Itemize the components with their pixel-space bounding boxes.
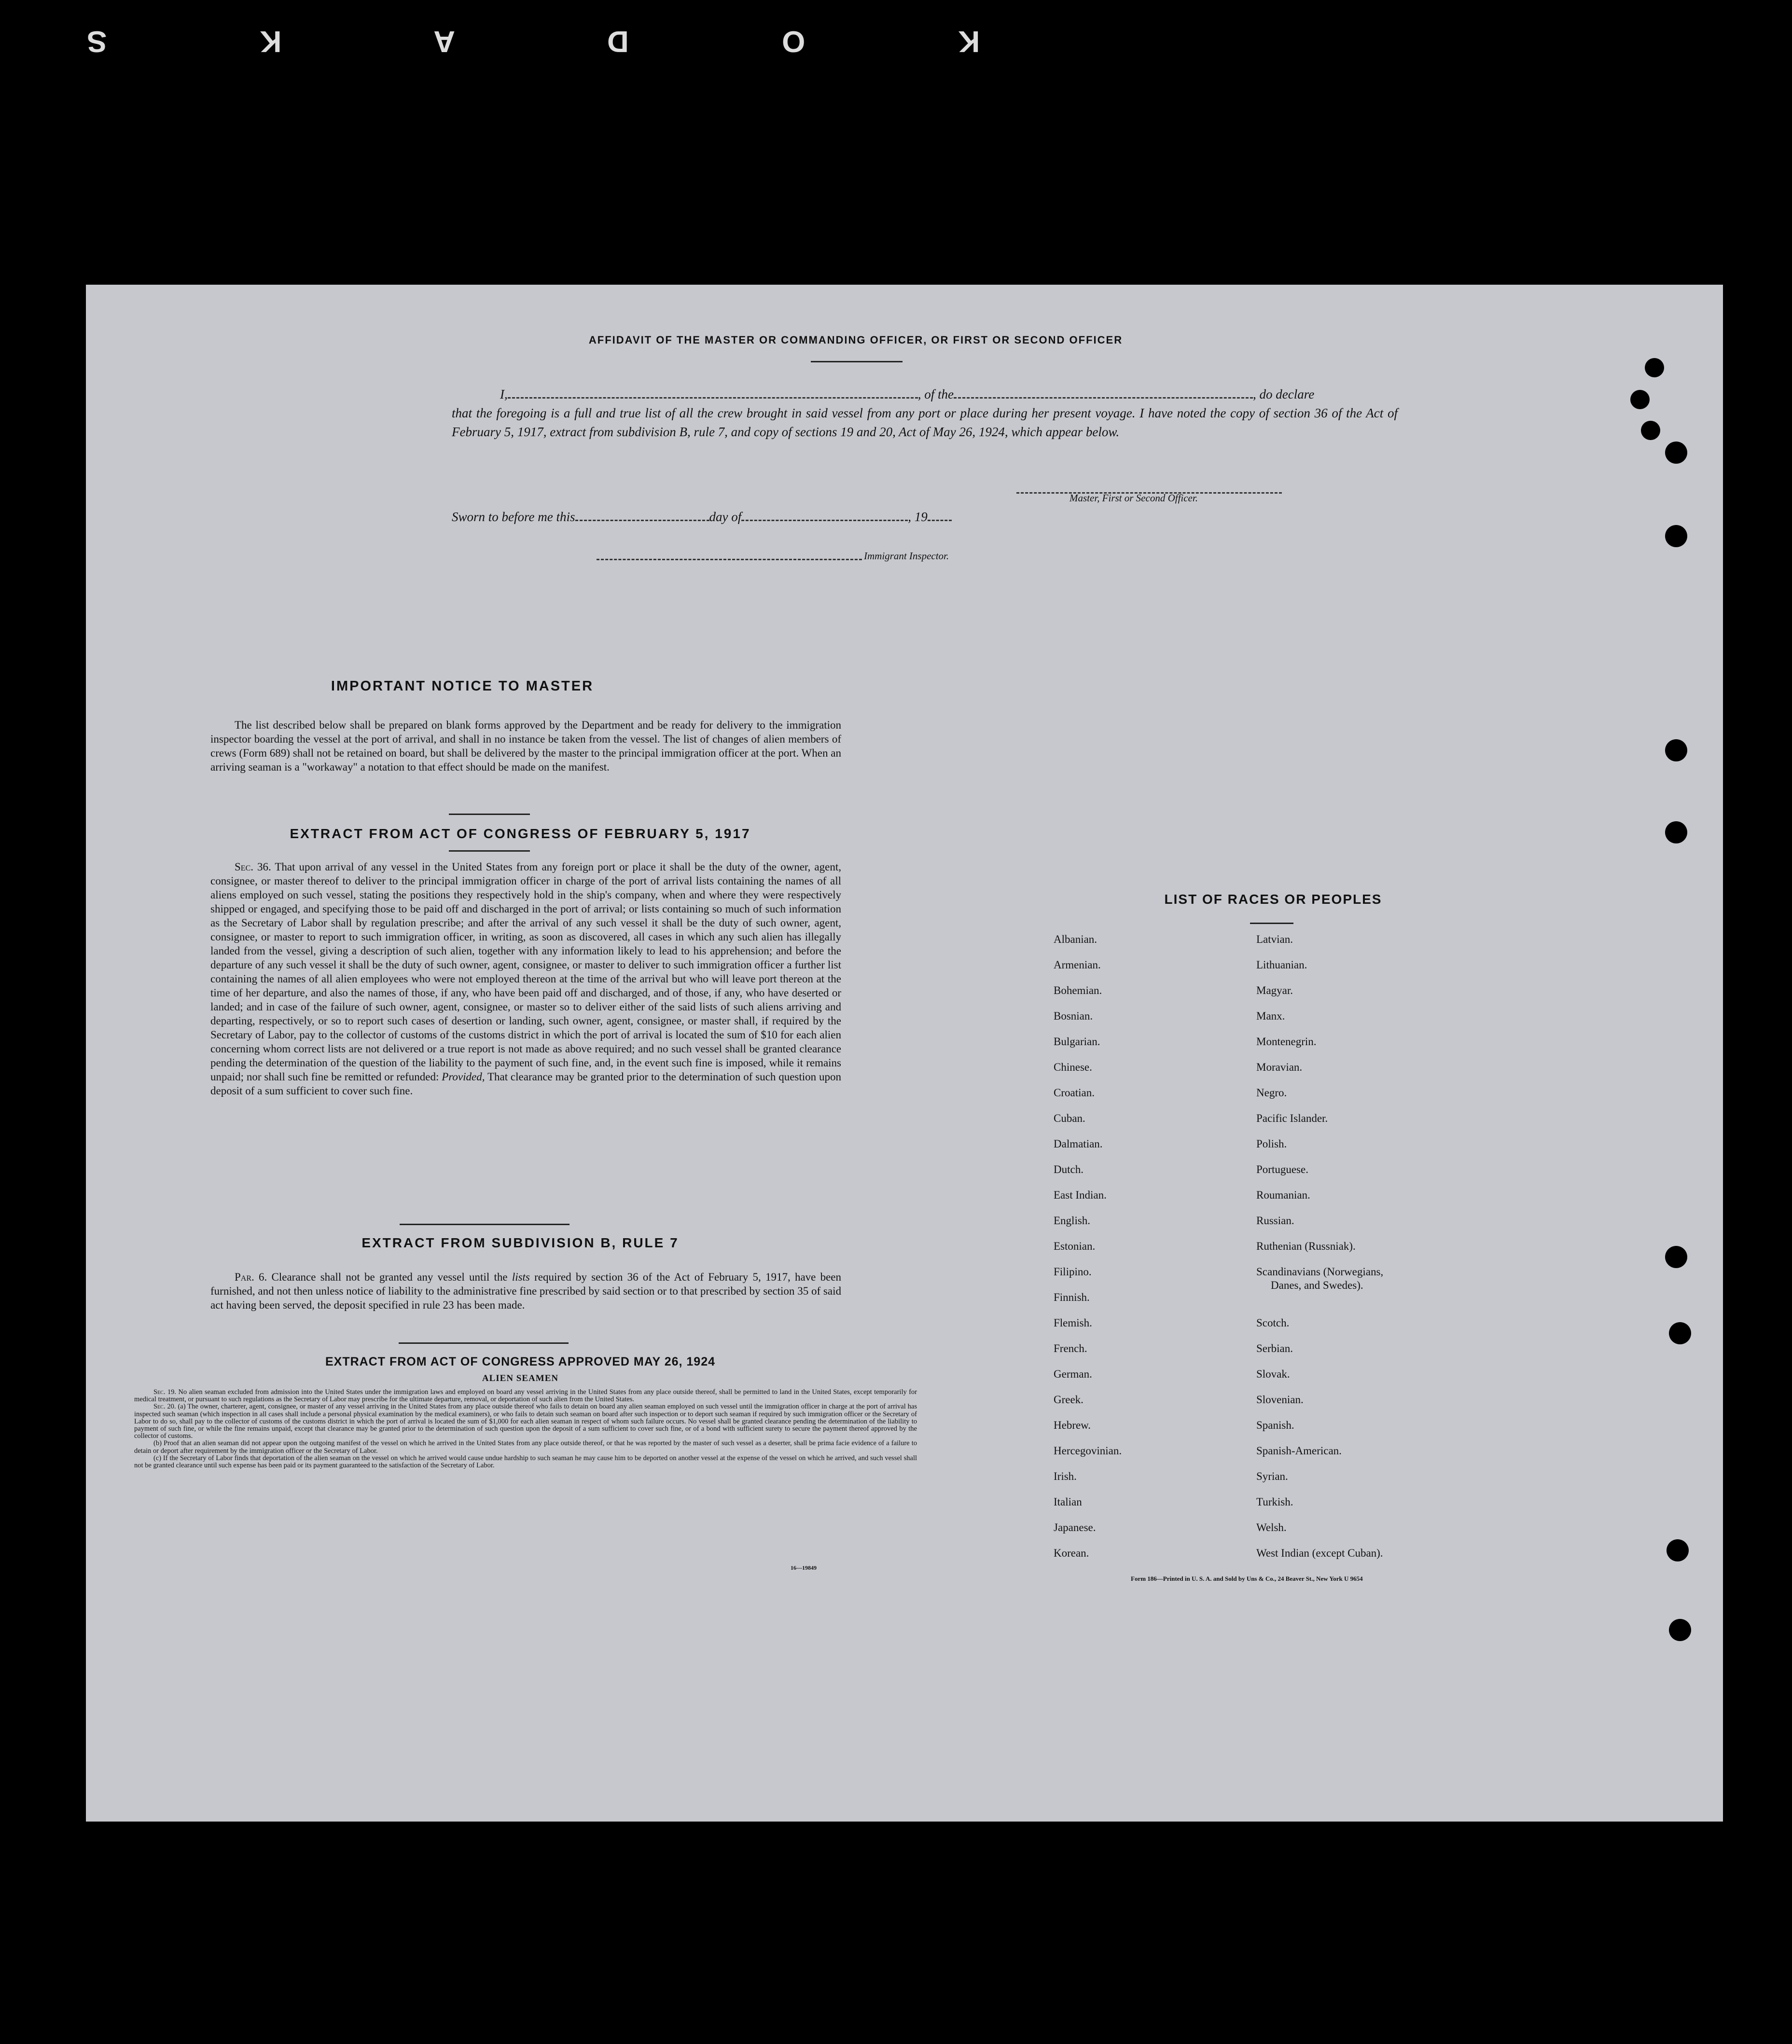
race-item: Pacific Islander. xyxy=(1256,1112,1328,1124)
punch-hole xyxy=(1669,1322,1691,1344)
affidavit-statement xyxy=(452,385,1398,442)
extract-1917-title: EXTRACT FROM ACT OF CONGRESS OF FEBRUARY 5, 1917 xyxy=(290,826,751,841)
race-item: Bulgarian. xyxy=(1054,1036,1100,1048)
race-item: Turkish. xyxy=(1256,1496,1293,1508)
sec36-text-end: That clearance may be granted prior to the determination of such question upon deposit of a sum sufficient to cover such fine. xyxy=(210,1071,842,1097)
race-item: Slovak. xyxy=(1256,1368,1290,1380)
inspector-label: Immigrant Inspector. xyxy=(864,550,949,562)
vessel-name-field[interactable] xyxy=(954,388,1253,399)
race-item: Albanian. xyxy=(1054,933,1097,945)
race-item: Russian. xyxy=(1256,1215,1294,1227)
divider xyxy=(399,1342,569,1344)
sec20b-paragraph: (b) Proof that an alien seaman did not appear upon the outgoing manifest of the vessel on which he arrived in the United States from any place outside thereof, or that he was reported by the master of such vessel as a deserter, shall be prima facie evidence of a failure to detain or deport after requirement by the immigration officer or the Secretary of Labor. xyxy=(134,1439,917,1455)
race-item: Magyar. xyxy=(1256,984,1293,996)
punch-hole xyxy=(1667,1539,1689,1561)
declarant-name-field[interactable] xyxy=(508,388,918,399)
race-item: Syrian. xyxy=(1256,1470,1288,1482)
race-item: Polish. xyxy=(1256,1138,1287,1150)
race-item: Finnish. xyxy=(1054,1291,1090,1303)
race-item: Welsh. xyxy=(1256,1521,1287,1533)
affidavit-i: I, xyxy=(500,387,508,401)
race-item: Italian xyxy=(1054,1496,1082,1508)
extract-1924-body xyxy=(134,1389,917,1469)
race-item: French. xyxy=(1054,1342,1087,1354)
punch-hole xyxy=(1645,358,1664,377)
divider xyxy=(1250,923,1293,924)
race-item: Dalmatian. xyxy=(1054,1138,1103,1150)
punch-hole xyxy=(1665,821,1687,843)
race-item: Hercegovinian. xyxy=(1054,1445,1122,1457)
notice-title: IMPORTANT NOTICE TO MASTER xyxy=(331,678,594,694)
sworn-year-field[interactable] xyxy=(928,511,952,521)
divider xyxy=(811,361,903,362)
race-item: Croatian. xyxy=(1054,1087,1095,1099)
race-item: Hebrew. xyxy=(1054,1419,1091,1431)
punch-hole xyxy=(1669,1619,1691,1641)
extract-rule7-body xyxy=(210,1270,841,1312)
race-item: Armenian. xyxy=(1054,959,1101,971)
punch-hole xyxy=(1665,739,1687,761)
races-title: LIST OF RACES OR PEOPLES xyxy=(1164,892,1382,907)
provided-word: Provided, xyxy=(442,1071,485,1083)
print-code: 16—19849 xyxy=(791,1564,817,1571)
extract-rule7-title: EXTRACT FROM SUBDIVISION B, RULE 7 xyxy=(361,1235,679,1250)
inspector-signature-line[interactable] xyxy=(597,550,862,560)
divider xyxy=(449,850,530,852)
race-item: Filipino. xyxy=(1054,1266,1092,1278)
race-item: Scotch. xyxy=(1256,1317,1290,1329)
race-item: Dutch. xyxy=(1054,1163,1084,1175)
divider xyxy=(400,1224,570,1225)
extract-1924-title: EXTRACT FROM ACT OF CONGRESS APPROVED MAY 26, 1924 xyxy=(325,1355,716,1368)
year-prefix: , 19 xyxy=(908,510,928,524)
race-item: Cuban. xyxy=(1054,1112,1085,1124)
par6-text-b: required by section 36 of the Act of February 5, 1917, have been furnished, and not then unless notice of liability to the administrative fine prescribed by said section or to that prescribed by section 35 of said act having been served, the deposit specified in rule 23 has been made. xyxy=(210,1271,842,1311)
affidavit-line-1 xyxy=(452,385,1398,404)
punch-hole xyxy=(1630,390,1650,409)
races-left-column xyxy=(1054,932,1237,1572)
affidavit-do-declare: , do declare xyxy=(1253,387,1315,401)
race-item: Spanish-American. xyxy=(1256,1445,1342,1457)
extract-1924-subtitle: ALIEN SEAMEN xyxy=(482,1373,559,1383)
punch-hole xyxy=(1641,421,1660,440)
race-item: Negro. xyxy=(1256,1087,1287,1099)
race-item: East Indian. xyxy=(1054,1189,1107,1201)
race-item: Montenegrin. xyxy=(1256,1036,1317,1048)
divider xyxy=(449,814,530,815)
sec20a-paragraph xyxy=(134,1403,917,1440)
race-item: Serbian. xyxy=(1256,1342,1293,1354)
race-item: Portuguese. xyxy=(1256,1163,1308,1175)
sec20a-text: (a) The owner, charterer, agent, consignee, or master of any vessel arriving in the United States from any place outside thereof who fails to detain on board any alien seaman employed on such vessel until the immigration officer in charge at the port of arrival has inspected such seaman (which inspection in all cases shall include a personal physical examination by the medical examiners), or who fails to detain such seaman on board after such inspection or to deport such seaman if required by such immigration officer or the Secretary of Labor to do so, shall pay to the collector of customs of the customs district in which the port of arrival is located the sum of $1,000 for each alien seaman in respect of whom such failure occurs. No vessel shall be granted clearance pending the determination of the liability to payment of such fine, or while the fine remains unpaid, except that clearance may be granted prior to the determination of such question upon the deposit of a sum sufficient to cover such fine, or of a bond with sufficient surety to secure the payment thereof approved by the collector of customs. xyxy=(134,1403,917,1440)
punch-hole xyxy=(1665,1246,1687,1268)
affidavit-of-the: , of the xyxy=(917,387,954,401)
race-item: Slovenian. xyxy=(1256,1394,1304,1406)
race-item: Bohemian. xyxy=(1054,984,1102,996)
sworn-line xyxy=(452,508,1127,526)
race-item: Scandinavians (Norwegians, xyxy=(1256,1266,1384,1278)
sworn-text: Sworn to before me this xyxy=(452,510,575,524)
day-of-text: day of xyxy=(709,510,742,524)
sec36-text: That upon arrival of any vessel in the United States from any foreign port or place it shall be the duty of the owner, agent, consignee, or master thereof to deliver to the principal immigration officer in charge of the port of arrival lists containing the names of all aliens employed on such vessel, stating the positions they respectively hold in the ship's company, when and where they were respectively shipped or engaged, and specifying those to be paid off and discharged in the port of arrival; or lists containing so much of such information as the Secretary of Labor shall by regulation prescribe; and after the arrival of any such vessel it shall be the duty of such owner, agent, consignee, or master to report to such immigration officer, in writing, as soon as discovered, all cases in which any such alien has illegally landed from the vessel, giving a description of such alien, together with any information likely to lead to his apprehension; and before the departure of any such vessel it shall be the duty of such owner, agent, consignee, or master to deliver to such immigration officer a further list containing the names of all alien employees who were not employed thereon at the time of the arrival but who will leave port thereon at the time of her departure, and also the names of those, if any, who have been paid off and discharged, and of those, if any, who have deserted or landed; and in case of the failure of such owner, agent, consignee, or master so to deliver either of the said lists of such aliens arriving and departing, respectively, or so to report such cases of desertion or landing, such owner, agent, consignee, or master shall, if required by the Secretary of Labor, pay to the collector of customs of the customs district in which the port of arrival is located the sum of $10 for each alien concerning whom correct lists are not delivered or a true report is not made as above required; and no such vessel shall be granted clearance pending the determination of the question of the liability to the payment of such fine, and, in the event such fine is imposed, while it remains unpaid; nor shall such fine be remitted or refunded: xyxy=(210,861,841,1083)
lists-word: lists xyxy=(512,1271,530,1283)
par6-text-a: Clearance shall not be granted any vessel until the xyxy=(271,1271,508,1283)
sec20c-paragraph: (c) If the Secretary of Labor finds that deportation of the alien seaman on the vessel on which he arrived would cause undue hardship to such seaman he may cause him to be deported on another vessel at the expense of the vessel on which he arrived, and such vessel shall not be granted clearance until such expense has been paid or its payment guaranteed to the satisfaction of the Secretary of Labor. xyxy=(134,1454,917,1470)
extract-1917-body xyxy=(210,860,841,1098)
race-item: German. xyxy=(1054,1368,1092,1380)
film-edge-mark: K O D A K S xyxy=(14,25,980,58)
document-page xyxy=(86,285,1723,1822)
race-item: Greek. xyxy=(1054,1394,1084,1406)
race-item: Moravian. xyxy=(1256,1061,1303,1073)
sworn-month-field[interactable] xyxy=(741,511,908,521)
race-item: English. xyxy=(1054,1215,1091,1227)
sec20-label: Sec. 20. xyxy=(153,1403,176,1411)
race-item: Irish. xyxy=(1054,1470,1077,1482)
sec36-label: Sec. 36. xyxy=(235,861,271,873)
notice-body: The list described below shall be prepared on blank forms approved by the Department and be ready for delivery to the immigration inspector boarding the vessel at the port of arrival, and shall in no instance be taken from the vessel. The list of changes of alien members of crews (Form 689) shall not be retained on board, but shall be delivered by the master to the principal immigration officer at the port. When an arriving seaman is a "workaway" a notation to that effect should be made on the manifest. xyxy=(210,719,841,773)
race-item: Lithuanian. xyxy=(1256,959,1307,971)
race-item: Ruthenian (Russniak). xyxy=(1256,1240,1356,1252)
race-item: Estonian. xyxy=(1054,1240,1096,1252)
race-item: Roumanian. xyxy=(1256,1189,1310,1201)
sworn-day-field[interactable] xyxy=(575,511,709,521)
affidavit-title: AFFIDAVIT OF THE MASTER OR COMMANDING OFFICER, OR FIRST OR SECOND OFFICER xyxy=(588,334,1123,346)
race-item: Manx. xyxy=(1256,1010,1285,1022)
race-item: Korean. xyxy=(1054,1547,1089,1559)
punch-hole xyxy=(1665,525,1687,547)
sec19-paragraph xyxy=(134,1389,917,1403)
race-item: Chinese. xyxy=(1054,1061,1092,1073)
race-item: West Indian (except Cuban). xyxy=(1256,1547,1383,1559)
master-signature-label: Master, First or Second Officer. xyxy=(1070,492,1198,504)
race-item: Spanish. xyxy=(1256,1419,1294,1431)
races-right-column xyxy=(1256,932,1473,1572)
form-footer: Form 186—Printed in U. S. A. and Sold by Uns & Co., 24 Beaver St., New York U 9654 xyxy=(1131,1575,1363,1582)
punch-hole xyxy=(1665,442,1687,464)
sec19-text: No alien seaman excluded from admission into the United States under the immigration laws and employed on board any vessel arriving in the United States from any place outside thereof, shall be permitted to land in the United States, except temporarily for medical treatment, or pursuant to such regulations as the Secretary of Labor may prescribe for the ultimate departure, removal, or deportation of such alien from the United States. xyxy=(134,1388,917,1404)
race-item: Flemish. xyxy=(1054,1317,1092,1329)
affidavit-body: that the foregoing is a full and true list of all the crew brought in said vessel from any port or place during her present voyage. I have noted the copy of section 36 of the Act of February 5, 1917, extract from subdivision B, rule 7, and copy of sections 19 and 20, Act of May 26, 1924, which appear below. xyxy=(452,406,1398,439)
sec19-label: Sec. 19. xyxy=(153,1388,176,1396)
race-item: Latvian. xyxy=(1256,933,1293,945)
race-item: Danes, and Swedes). xyxy=(1271,1279,1363,1291)
par6-label: Par. 6. xyxy=(235,1271,267,1283)
race-item: Japanese. xyxy=(1054,1521,1096,1533)
race-item: Bosnian. xyxy=(1054,1010,1093,1022)
